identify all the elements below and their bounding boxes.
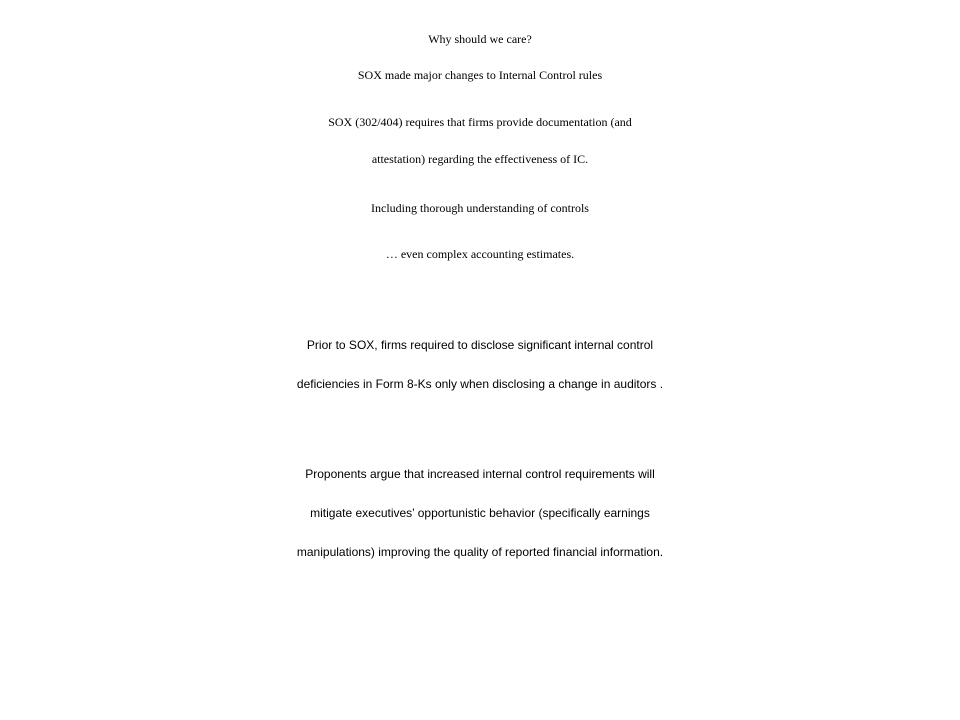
paragraph-3-line-1: Proponents argue that increased internal control requirements will: [305, 467, 655, 481]
paragraph-3-line-3: manipulations) improving the quality of reported financial information.: [296, 545, 664, 559]
paragraph-1-line-1: SOX (302/404) requires that firms provide documentation (and: [328, 115, 632, 129]
paragraph-1-line-2: attestation) regarding the effectiveness of IC.: [371, 152, 589, 166]
paragraph-3-line-2: mitigate executives’ opportunistic behavior (specifically earnings: [310, 506, 650, 520]
point-2: … even complex accounting estimates.: [385, 247, 575, 261]
paragraph-2-line-1: Prior to SOX, firms required to disclose significant internal control: [306, 338, 654, 352]
slide-subtitle: SOX made major changes to Internal Control rules: [357, 68, 603, 82]
point-1: Including thorough understanding of controls: [371, 201, 589, 215]
paragraph-2-line-2: deficiencies in Form 8-Ks only when disclosing a change in auditors .: [296, 377, 664, 391]
slide-title: Why should we care?: [428, 32, 532, 46]
